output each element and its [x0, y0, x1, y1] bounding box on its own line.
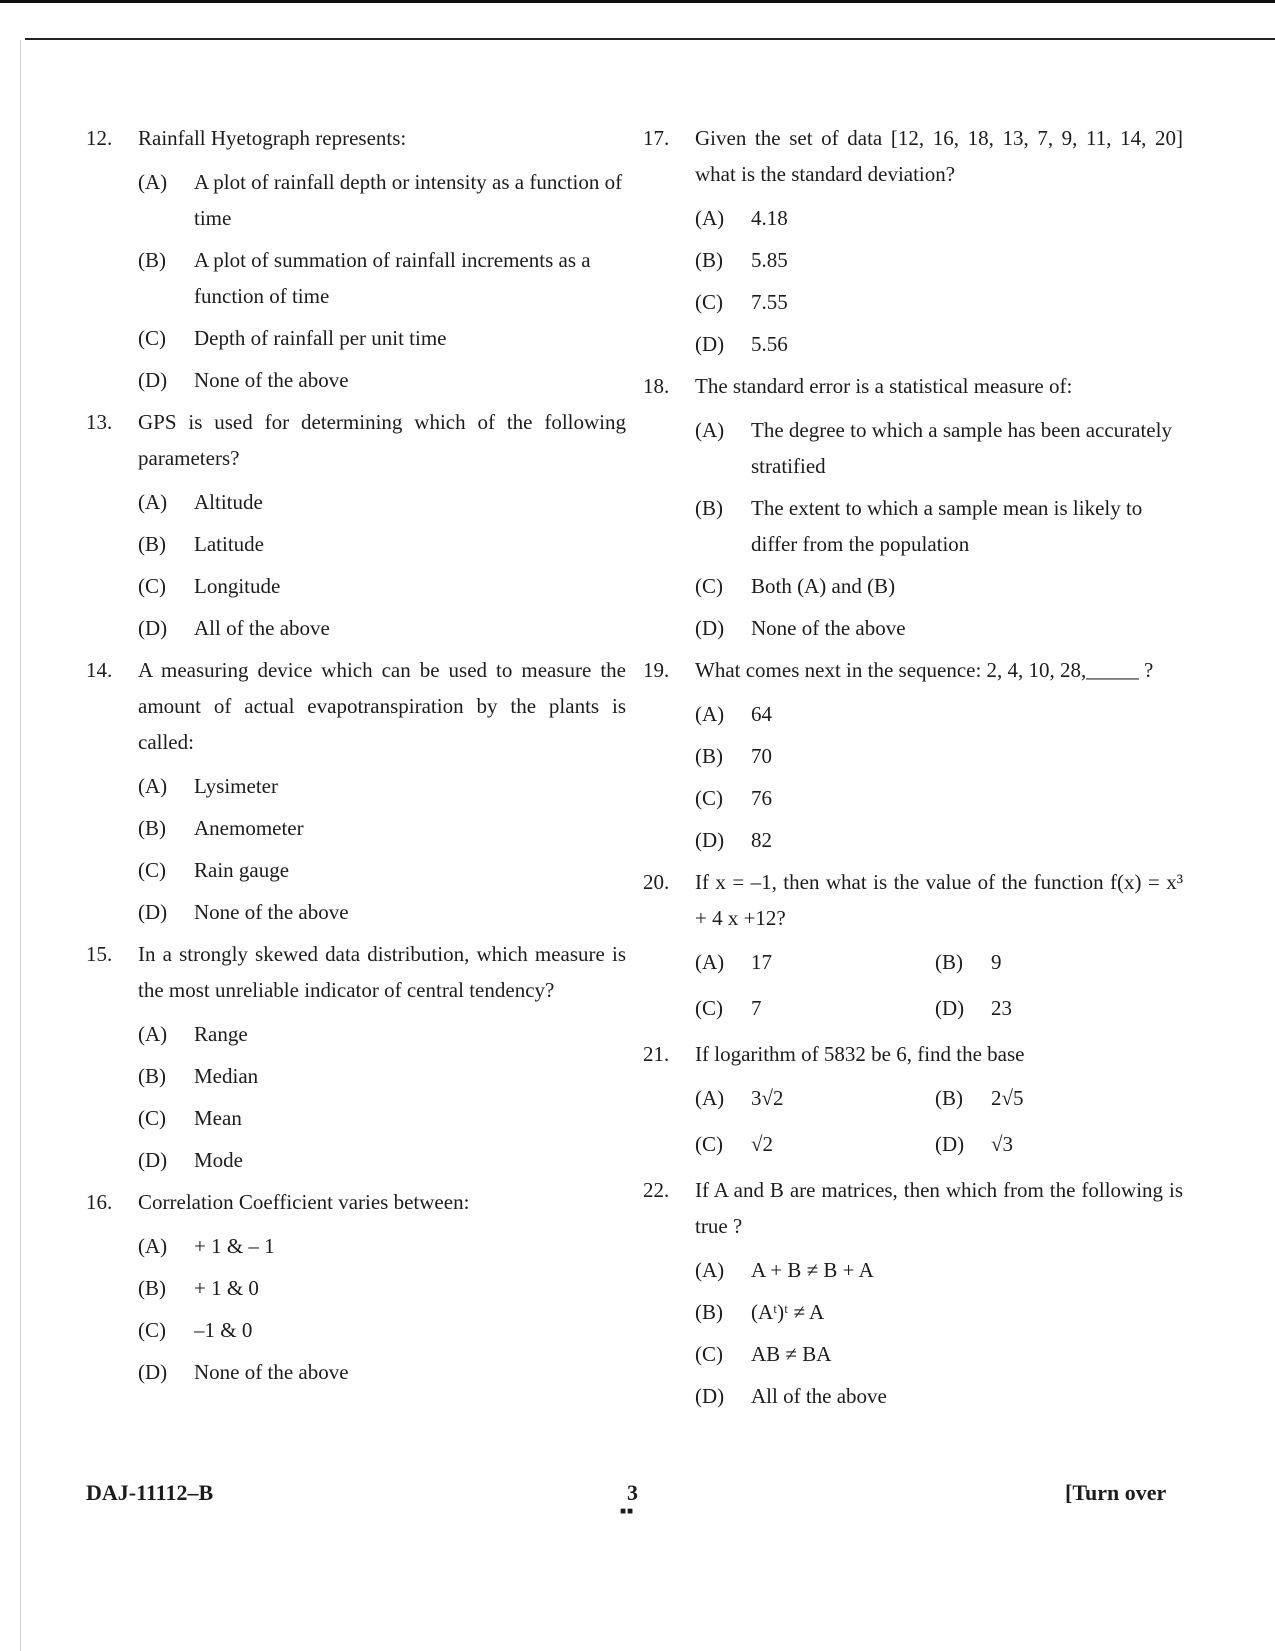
- question-number: 12.: [86, 126, 113, 150]
- option-label: (B): [138, 1064, 166, 1088]
- answer-option: [695, 944, 935, 980]
- option-text: 7.55: [751, 290, 788, 314]
- answer-option: [138, 242, 626, 314]
- options-list: [695, 200, 1183, 362]
- option-label: (D): [138, 900, 168, 924]
- question: [86, 652, 626, 930]
- question: [86, 120, 626, 398]
- answer-option: [695, 412, 1183, 484]
- option-label: (B): [935, 1086, 963, 1110]
- option-label: (C): [138, 858, 166, 882]
- option-text: √2: [751, 1132, 774, 1156]
- answer-option: [695, 1080, 935, 1116]
- option-label: (B): [138, 532, 166, 556]
- question: [86, 936, 626, 1178]
- option-label: (B): [695, 1300, 723, 1324]
- option-label: (D): [138, 368, 168, 392]
- question: [86, 404, 626, 646]
- option-label: (A): [695, 1258, 725, 1282]
- option-label: (B): [138, 816, 166, 840]
- option-text: 82: [751, 828, 772, 852]
- option-label: (A): [695, 702, 725, 726]
- option-text: None of the above: [194, 1360, 349, 1384]
- option-text: None of the above: [751, 616, 906, 640]
- answer-option: [138, 1228, 626, 1264]
- option-text: 76: [751, 786, 772, 810]
- question-stem: [86, 404, 626, 476]
- question-text: Correlation Coefficient varies between:: [138, 1190, 470, 1214]
- option-label: (C): [138, 574, 166, 598]
- answer-option: [138, 164, 626, 236]
- options-list: [695, 1080, 1183, 1172]
- question-text: The standard error is a statistical measure of:: [695, 374, 1073, 398]
- answer-option: [138, 1142, 626, 1178]
- option-label: (C): [695, 996, 723, 1020]
- answer-option: [138, 810, 626, 846]
- options-list: [138, 1016, 626, 1178]
- option-text: Range: [194, 1022, 248, 1046]
- option-text: Longitude: [194, 574, 281, 598]
- question-number: 19.: [643, 658, 670, 682]
- option-text: + 1 & – 1: [194, 1234, 275, 1258]
- option-label: (D): [695, 828, 725, 852]
- option-text: Depth of rainfall per unit time: [194, 326, 447, 350]
- question-stem: [86, 1184, 626, 1220]
- option-text: + 1 & 0: [194, 1276, 259, 1300]
- option-label: (A): [138, 1022, 168, 1046]
- option-label: (D): [138, 616, 168, 640]
- option-text: Altitude: [194, 490, 263, 514]
- option-label: (C): [138, 326, 166, 350]
- question-number: 17.: [643, 126, 670, 150]
- option-text: Latitude: [194, 532, 264, 556]
- option-label: (D): [695, 1384, 725, 1408]
- answer-option: [695, 200, 1183, 236]
- paper-code: DAJ-11112–B: [86, 1480, 214, 1505]
- option-text: Both (A) and (B): [751, 574, 896, 598]
- option-label: (A): [138, 1234, 168, 1258]
- question-text: What comes next in the sequence: 2, 4, 10, 28,_____ ?: [695, 658, 1154, 682]
- option-label: (A): [695, 206, 725, 230]
- question-text: Given the set of data [12, 16, 18, 13, 7, 9, 11, 14, 20] what is the standard deviation?: [695, 126, 1183, 186]
- option-text: None of the above: [194, 368, 349, 392]
- option-text: 2√5: [991, 1086, 1024, 1110]
- option-label: (C): [695, 1132, 723, 1156]
- answer-option: [695, 696, 1183, 732]
- question-stem: [643, 652, 1183, 688]
- question-stem: [643, 368, 1183, 404]
- question: [86, 1184, 626, 1390]
- option-text: Lysimeter: [194, 774, 278, 798]
- option-text: A + B ≠ B + A: [751, 1258, 874, 1282]
- option-text: 17: [751, 950, 772, 974]
- answer-option: [138, 320, 626, 356]
- question-number: 20.: [643, 870, 670, 894]
- answer-option: [695, 1378, 1183, 1414]
- option-text: Mean: [194, 1106, 242, 1130]
- option-label: (C): [695, 574, 723, 598]
- option-label: (D): [695, 332, 725, 356]
- option-label: (A): [138, 170, 168, 194]
- option-label: (A): [695, 418, 725, 442]
- option-label: (B): [695, 496, 723, 520]
- option-text: 64: [751, 702, 772, 726]
- option-label: (C): [138, 1106, 166, 1130]
- question-stem: [643, 120, 1183, 192]
- option-text: 7: [751, 996, 762, 1020]
- options-list: [138, 164, 626, 398]
- option-text: √3: [991, 1132, 1014, 1156]
- question-text: A measuring device which can be used to measure the amount of actual evapotranspiration by the plants is called:: [138, 658, 626, 754]
- option-label: (D): [695, 616, 725, 640]
- option-text: (Aᵗ)ᵗ ≠ A: [751, 1300, 825, 1324]
- question-text: If logarithm of 5832 be 6, find the base: [695, 1042, 1025, 1066]
- option-label: (A): [695, 1086, 725, 1110]
- options-list: [138, 484, 626, 646]
- options-list: [138, 1228, 626, 1390]
- question-stem: [86, 120, 626, 156]
- page-marker-icon: ■■: [620, 1506, 635, 1517]
- option-label: (D): [935, 996, 965, 1020]
- question: [643, 1036, 1183, 1172]
- options-list: [695, 944, 1183, 1036]
- page-number: 3: [627, 1480, 638, 1505]
- question-stem: [86, 652, 626, 760]
- question-stem: [643, 1036, 1183, 1072]
- answer-option: [138, 1058, 626, 1094]
- answer-option: [138, 526, 626, 562]
- option-label: (B): [138, 248, 166, 272]
- option-label: (B): [695, 744, 723, 768]
- option-label: (A): [138, 774, 168, 798]
- option-label: (B): [935, 950, 963, 974]
- answer-option: [138, 768, 626, 804]
- option-text: –1 & 0: [194, 1318, 253, 1342]
- option-text: None of the above: [194, 900, 349, 924]
- option-label: (C): [695, 290, 723, 314]
- right-column: [643, 120, 1183, 1420]
- option-text: Mode: [194, 1148, 243, 1172]
- option-label: (B): [695, 248, 723, 272]
- question-number: 22.: [643, 1178, 670, 1202]
- option-label: (B): [138, 1276, 166, 1300]
- option-label: (D): [935, 1132, 965, 1156]
- option-text: Median: [194, 1064, 259, 1088]
- left-column: [86, 120, 626, 1396]
- question-stem: [643, 1172, 1183, 1244]
- question-number: 16.: [86, 1190, 113, 1214]
- answer-option: [138, 484, 626, 520]
- answer-option: [695, 242, 1183, 278]
- header-rule: [25, 38, 1275, 40]
- answer-option: [935, 1126, 1175, 1162]
- option-label: (C): [695, 1342, 723, 1366]
- option-text: All of the above: [751, 1384, 887, 1408]
- answer-option: [138, 568, 626, 604]
- option-text: Anemometer: [194, 816, 304, 840]
- answer-option: [695, 1126, 935, 1162]
- question-number: 13.: [86, 410, 113, 434]
- option-text: AB ≠ BA: [751, 1342, 832, 1366]
- question-text: GPS is used for determining which of the following parameters?: [138, 410, 626, 470]
- answer-option: [695, 990, 935, 1026]
- option-text: Rain gauge: [194, 858, 290, 882]
- option-label: (D): [138, 1148, 168, 1172]
- page-left-edge: [20, 40, 21, 1651]
- option-text: A plot of summation of rainfall increments as a function of time: [194, 248, 591, 308]
- question-text: Rainfall Hyetograph represents:: [138, 126, 407, 150]
- answer-option: [138, 1270, 626, 1306]
- option-text: All of the above: [194, 616, 330, 640]
- answer-option: [695, 1294, 1183, 1330]
- answer-option: [695, 738, 1183, 774]
- option-label: (C): [695, 786, 723, 810]
- question-text: In a strongly skewed data distribution, which measure is the most unreliable indicator of central tendency?: [138, 942, 626, 1002]
- option-text: 9: [991, 950, 1002, 974]
- question-stem: [643, 864, 1183, 936]
- question-number: 15.: [86, 942, 113, 966]
- answer-option: [138, 852, 626, 888]
- question-number: 21.: [643, 1042, 670, 1066]
- answer-option: [695, 610, 1183, 646]
- option-text: A plot of rainfall depth or intensity as a function of time: [194, 170, 623, 230]
- answer-option: [138, 1100, 626, 1136]
- option-label: (C): [138, 1318, 166, 1342]
- answer-option: [138, 610, 626, 646]
- answer-option: [935, 990, 1175, 1026]
- answer-option: [138, 362, 626, 398]
- option-text: 3√2: [751, 1086, 784, 1110]
- option-text: The extent to which a sample mean is likely to differ from the population: [751, 496, 1143, 556]
- question: [643, 652, 1183, 858]
- answer-option: [138, 1354, 626, 1390]
- answer-option: [935, 1080, 1175, 1116]
- answer-option: [695, 822, 1183, 858]
- question: [643, 1172, 1183, 1414]
- question-number: 14.: [86, 658, 113, 682]
- answer-option: [695, 568, 1183, 604]
- question: [643, 368, 1183, 646]
- option-text: 5.85: [751, 248, 788, 272]
- question-text: If A and B are matrices, then which from the following is true ?: [695, 1178, 1183, 1238]
- options-list: [695, 1252, 1183, 1414]
- turn-over-note: [Turn over: [1065, 1480, 1167, 1505]
- option-label: (D): [138, 1360, 168, 1384]
- question-number: 18.: [643, 374, 670, 398]
- option-text: 70: [751, 744, 772, 768]
- answer-option: [695, 1336, 1183, 1372]
- question-stem: [86, 936, 626, 1008]
- option-text: 5.56: [751, 332, 788, 356]
- page-top-edge: [0, 0, 1275, 3]
- options-list: [695, 696, 1183, 858]
- option-label: (A): [138, 490, 168, 514]
- options-list: [138, 768, 626, 930]
- question: [643, 864, 1183, 1036]
- question: [643, 120, 1183, 362]
- option-label: (A): [695, 950, 725, 974]
- answer-option: [695, 284, 1183, 320]
- answer-option: [695, 490, 1183, 562]
- option-text: 4.18: [751, 206, 788, 230]
- question-text: If x = –1, then what is the value of the function f(x) = x³ + 4 x +12?: [695, 870, 1183, 930]
- option-text: The degree to which a sample has been accurately stratified: [751, 418, 1172, 478]
- answer-option: [138, 1016, 626, 1052]
- answer-option: [935, 944, 1175, 980]
- answer-option: [695, 780, 1183, 816]
- answer-option: [138, 894, 626, 930]
- option-text: 23: [991, 996, 1012, 1020]
- options-list: [695, 412, 1183, 646]
- answer-option: [695, 1252, 1183, 1288]
- answer-option: [138, 1312, 626, 1348]
- answer-option: [695, 326, 1183, 362]
